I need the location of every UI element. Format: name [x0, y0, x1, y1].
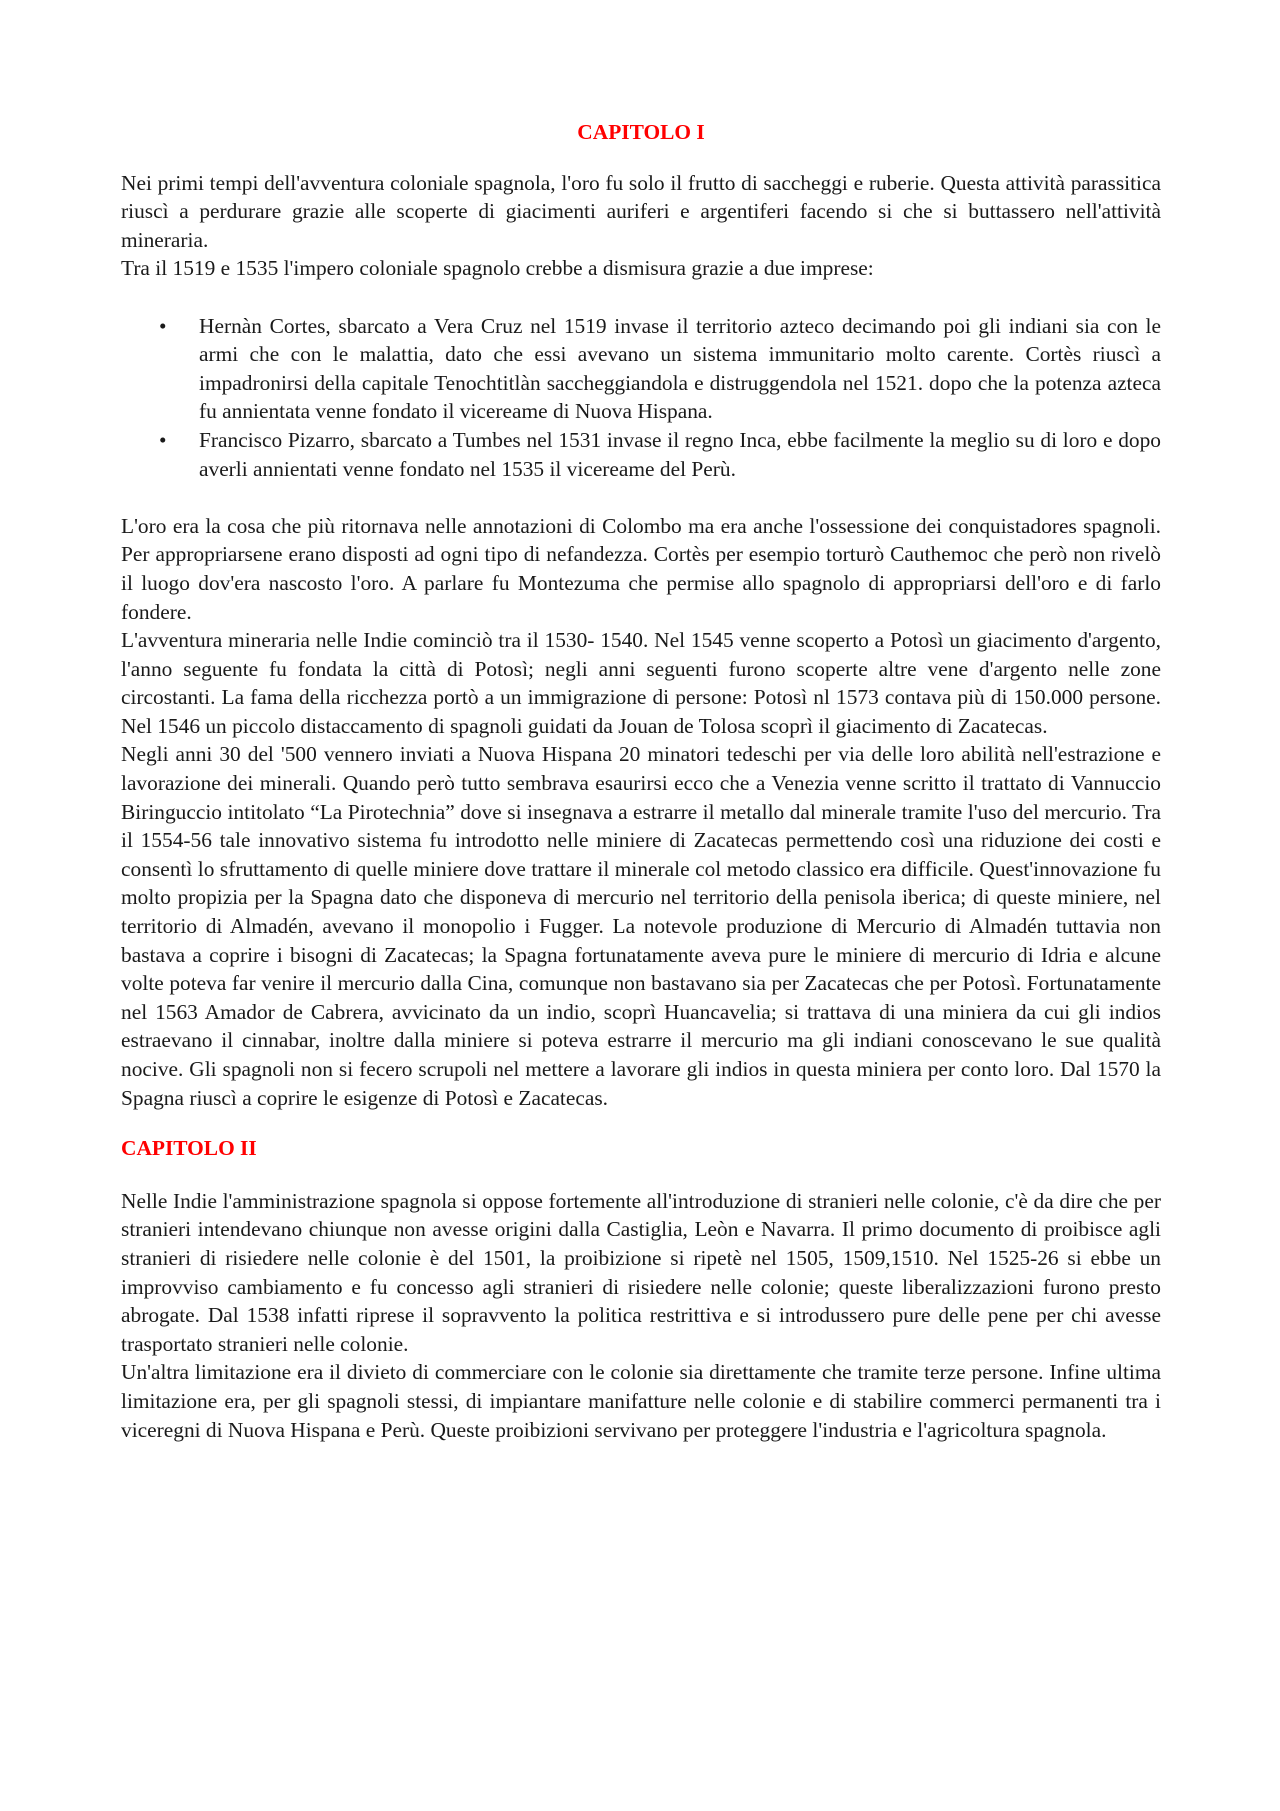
bullet-symbol: •	[159, 427, 167, 452]
bullet-text: Hernàn Cortes, sbarcato a Vera Cruz nel 1519 invase il territorio azteco decimando poi gli indiani sia con le armi che con le malattia, dato che essi avevano un sistema immunitario molto carente. Cortès riuscì a impadronirsi della capitale Tenochtitlàn saccheggiandola e distruggendola nel 1521. dopo che la potenza azteca fu annientata venne fondato il vicereame di Nuova Hispana.	[199, 313, 1161, 424]
paragraph-spacer	[121, 483, 1161, 512]
bullet-text: Francisco Pizarro, sbarcato a Tumbes nel 1531 invase il regno Inca, ebbe facilmente la meglio su di loro e dopo averli annientati venne fondato nel 1535 il vicereame del Perù.	[199, 427, 1161, 481]
document-page	[121, 118, 1161, 1444]
bullet-item-cortes	[121, 312, 1161, 426]
conquest-bullet-list	[121, 312, 1161, 484]
chapter-1-intro-line: Tra il 1519 e 1535 l'impero coloniale spagnolo crebbe a dismisura grazie a due imprese:	[121, 256, 874, 281]
bullet-item-pizarro	[121, 426, 1161, 483]
paragraph-spacer	[121, 283, 1161, 312]
chapter-1-paragraph-mining: L'avventura mineraria nelle Indie cominciò tra il 1530- 1540. Nel 1545 venne scoperto a Potosì un giacimento d'argento, l'anno seguente fu fondata la città di Potosì; negli anni seguenti furono scoperte altre vene d'argento nelle zone circostanti. La fama della ricchezza portò a un immigrazione di persone: Potosì nl 1573 contava più di 150.000 persone. Nel 1546 un piccolo distaccamento di spagnoli guidati da Jouan de Tolosa scoprì il giacimento di Zacatecas.	[121, 628, 1161, 738]
chapter-2-heading: CAPITOLO II	[121, 1136, 257, 1161]
chapter-1-paragraph-mercury: Negli anni 30 del '500 vennero inviati a Nuova Hispana 20 minatori tedeschi per via delle loro abilità nell'estrazione e lavorazione dei minerali. Quando però tutto sembrava esaurirsi ecco che a Venezia venne scritto il trattato di Vannuccio Biringuccio intitolato “La Pirotechnia” dove si insegnava a estrarre il metallo dal minerale tramite l'uso del mercurio. Tra il 1554-56 tale innovativo sistema fu introdotto nelle miniere di Zacatecas permettendo così una riduzione dei costi e consentì lo sfruttamento di quelle miniere dove trattare il minerale col metodo classico era difficile. Quest'innovazione fu molto propizia per la Spagna dato che disponeva di mercurio nel territorio della penisola iberica; di queste miniere, nel territorio di Almadén, avevano il monopolio i Fugger. La notevole produzione di Mercurio di Almadén tuttavia non bastava a coprire i bisogni di Zacatecas; la Spagna fortunatamente aveva pure le miniere di mercurio di Idria e alcune volte poteva far venire il mercurio dalla Cina, comunque non bastavano sia per Zacatecas che per Potosì. Fortunatamente nel 1563 Amador de Cabrera, avvicinato da un indio, scoprì Huancavelia; si trattava di una miniera da cui gli indios estraevano il cinnabar, inoltre dalla miniere si poteva estrarre il mercurio ma gli indiani conoscevano le sue qualità nocive. Gli spagnoli non si fecero scrupoli nel mettere a lavorare gli indios in questa miniera per conto loro. Dal 1570 la Spagna riuscì a coprire le esigenze di Potosì e Zacatecas.	[121, 742, 1161, 1110]
chapter-1-paragraph-gold: L'oro era la cosa che più ritornava nelle annotazioni di Colombo ma era anche l'ossessione dei conquistadores spagnoli. Per appropriarsene erano disposti ad ogni tipo di nefandezza. Cortès per esempio torturò Cauthemoc che però non rivelò il luogo dov'era nascosto l'oro. A parlare fu Montezuma che permise allo spagnolo di appropriarsi dell'oro e di farlo fondere.	[121, 513, 1161, 624]
chapter-1-heading: CAPITOLO I	[577, 120, 705, 144]
chapter-2-paragraph-foreigners: Nelle Indie l'amministrazione spagnola si oppose fortemente all'introduzione di stranieri nelle colonie, c'è da dire che per stranieri intendevano chiunque non avesse origini dalla Castiglia, Leòn e Navarra. Il primo documento di proibisce agli stranieri di risiedere nelle colonie è del 1501, la proibizione si ripetè nel 1505, 1509,1510. Nel 1525-26 si ebbe un improvviso cambiamento e fu concesso agli stranieri di risiedere nelle colonie; queste liberalizzazioni furono presto abrogate. Dal 1538 infatti riprese il sopravvento la politica restrittiva e si introdussero pure delle pene per chi avesse trasportato stranieri nelle colonie.	[121, 1188, 1161, 1356]
bullet-symbol: •	[159, 313, 167, 338]
chapter-2-paragraph-trade: Un'altra limitazione era il divieto di commerciare con le colonie sia direttamente che tramite terze persone. Infine ultima limitazione era, per gli spagnoli stessi, di impiantare manifatture nelle colonie e di stabilire commerci permanenti tra i viceregni di Nuova Hispana e Perù. Queste proibizioni servivano per proteggere l'industria e l'agricoltura spagnola.	[121, 1360, 1161, 1442]
chapter-1-intro-paragraph: Nei primi tempi dell'avventura coloniale spagnola, l'oro fu solo il frutto di saccheggi e ruberie. Questa attività parassitica riuscì a perdurare grazie alle scoperte di giacimenti auriferi e argentiferi facendo si che si buttassero nell'attività mineraria.	[121, 170, 1161, 252]
